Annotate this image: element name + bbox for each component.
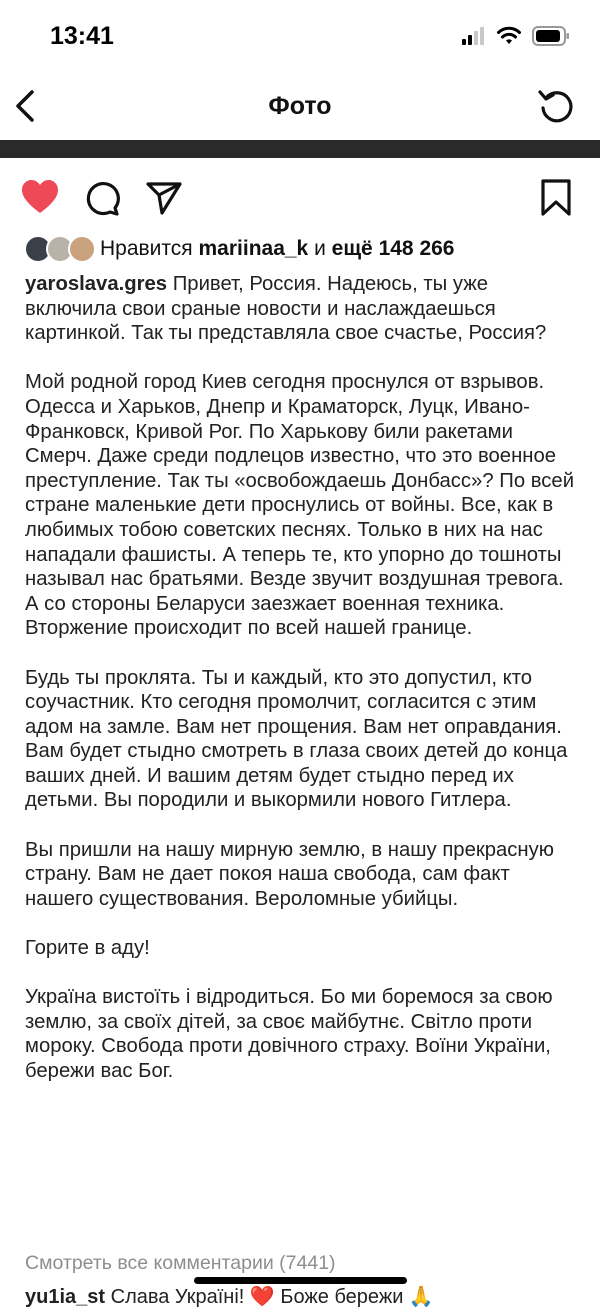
- status-icons: [462, 26, 570, 51]
- likes-middle: и: [308, 237, 332, 260]
- refresh-icon[interactable]: [536, 86, 576, 126]
- bookmark-icon[interactable]: [536, 178, 576, 218]
- status-time: 13:41: [50, 22, 114, 50]
- post-photo[interactable]: [0, 140, 600, 158]
- avatar: [68, 235, 96, 263]
- post-caption: [25, 272, 580, 1108]
- wifi-icon: [496, 26, 522, 51]
- caption-username[interactable]: yaroslava.gres: [25, 273, 168, 295]
- liker-username[interactable]: mariinaa_k: [198, 237, 309, 260]
- likes-prefix: Нравится: [100, 237, 199, 260]
- comment-text: Слава Україні! ❤️ Боже бережи 🙏: [105, 1286, 434, 1308]
- caption-paragraph: Вы пришли на нашу мирную землю, в нашу прекрасную страну. Вам не дает покоя наша свобода, сам факт нашего существования. Вероломные убийцы.: [25, 838, 554, 910]
- caption-paragraph: Мой родной город Киев сегодня проснулся от взрывов. Одесса и Харьков, Днепр и Краматорск, Луцк, Ивано-Франковск, Кривой Рог. По Харькову били ракетами Смерч. Даже среди подлецов известно, что это военное преступление. Так ты «освобождаешь Донбасс»? По всей стране маленькие дети проснулись от войны. Все, как в любимых тобою советских песнях. Только в них на нас нападали фашисты. А теперь те, кто упорно до тошноты называл нас братьями. Везде звучит воздушная тревога. А со стороны Беларуси заезжает военная техника. Вторжение происходит по всей нашей границе.: [25, 371, 575, 640]
- caption-paragraph: Україна вистоїть і відродиться. Бо ми боремося за свою землю, за своїх дітей, за своє майбутнє. Світло проти мороку. Свобода проти довічного страху. Воїни України, бережи вас Бог.: [25, 986, 553, 1082]
- post-actions: [0, 172, 600, 222]
- page-title: Фото: [268, 92, 332, 120]
- comment-icon[interactable]: [82, 178, 122, 218]
- comment-username[interactable]: yu1ia_st: [25, 1286, 106, 1308]
- likes-count[interactable]: ещё 148 266: [331, 237, 455, 260]
- send-icon[interactable]: [144, 178, 184, 218]
- caption-text: Привет, Россия. Надеюсь, ты уже включила свои сраные новости и наслаждаешься картинкой. Так ты представляла свое счастье, Россия?: [25, 273, 547, 345]
- nav-bar: [0, 72, 600, 140]
- heart-icon[interactable]: [20, 178, 60, 218]
- status-bar: [0, 0, 600, 72]
- liker-avatars: [24, 234, 96, 264]
- caption-paragraph: Горите в аду!: [25, 937, 150, 960]
- home-indicator[interactable]: [194, 1277, 407, 1284]
- likes-text: [100, 237, 454, 261]
- likes-row[interactable]: [24, 232, 454, 266]
- caption-paragraph: Будь ты проклята. Ты и каждый, кто это допустил, кто соучастник. Кто сегодня промолчит, согласится с этим адом на замле. Вам нет прощения. Вам нет оправдания. Вам будет стыдно смотреть в глаза своих детей до конца ваших дней. И вашим детям будет стыдно перед их детьми. Вы породили и выкормили нового Гитлера.: [25, 666, 568, 812]
- battery-icon: [532, 26, 570, 51]
- view-comments-link[interactable]: Смотреть все комментарии (7441): [25, 1252, 336, 1274]
- signal-icon: [462, 27, 486, 50]
- caption-paragraph: [25, 272, 580, 346]
